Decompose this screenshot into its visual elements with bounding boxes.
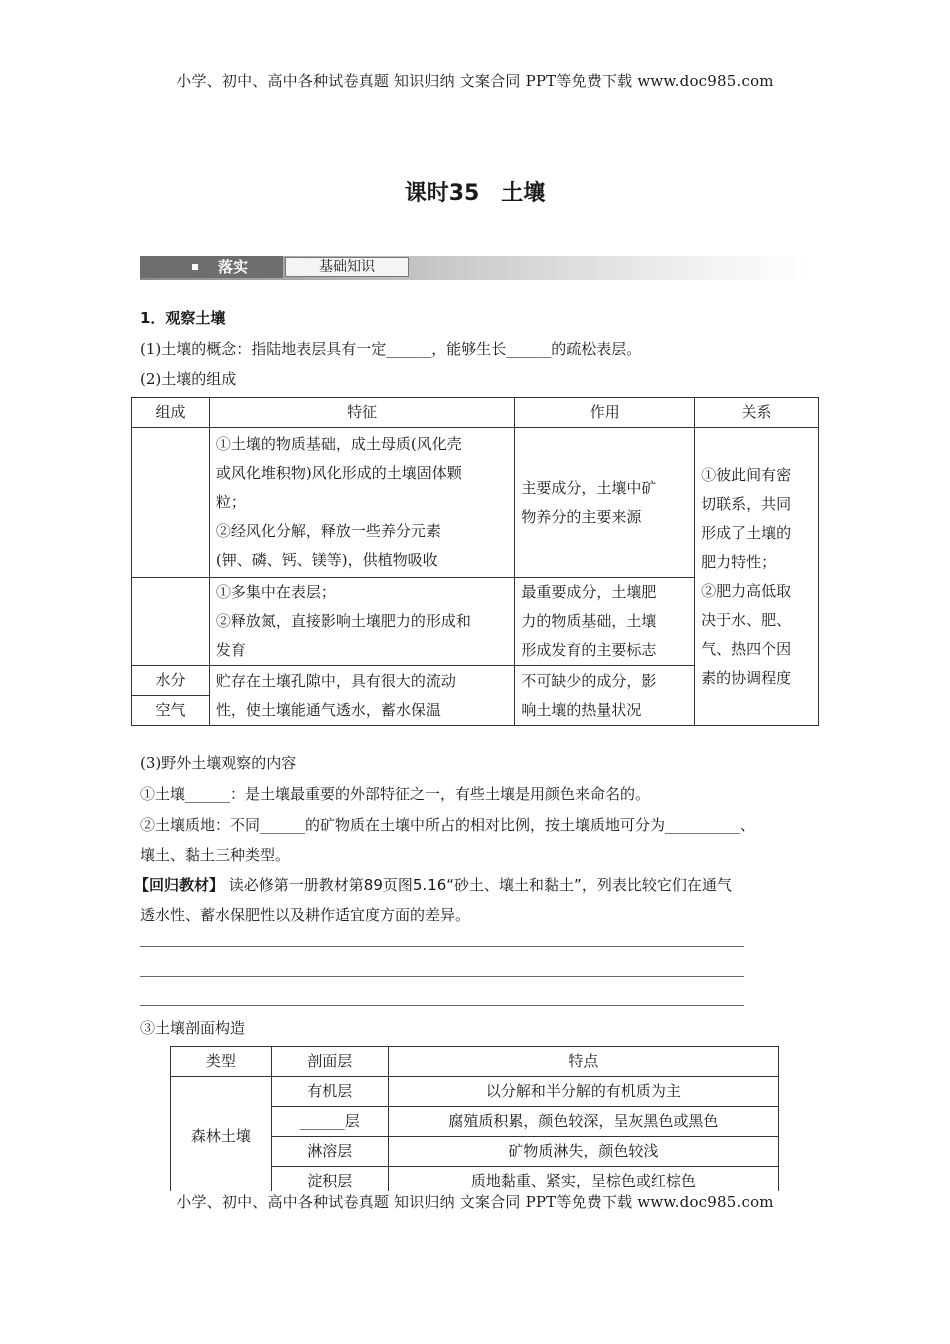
text-line: 物养分的主要来源 (521, 507, 642, 526)
component-name: 水分 (132, 666, 210, 696)
header-cell: 特征 (209, 398, 515, 428)
text-line: 主要成分，土壤中矿 (521, 478, 657, 497)
answer-line (140, 976, 744, 977)
page-title: 课时35 土壤 (404, 181, 546, 206)
composition-table (131, 397, 819, 726)
role-cell (515, 666, 695, 726)
header-cell: 特点 (388, 1047, 778, 1077)
section-banner (140, 256, 810, 280)
text-line: 形成发育的主要标志 (521, 641, 657, 659)
text-line: ①土壤的物质基础，成土母质(风化壳 (215, 435, 462, 453)
text-line: (钾、磷、钙、镁等)，供植物吸收 (215, 551, 438, 569)
return-textbook-text: 透水性、蓄水保肥性以及耕作适宜度方面的差异。 (140, 906, 471, 924)
page-footer: 小学、初中、高中各种试卷真题 知识归纳 文案合同 PPT等免费下载 www.doc985.com (0, 1191, 950, 1212)
text-line: 最重要成分，土壤肥 (521, 583, 657, 601)
text-line: 形成了土壤的 (701, 523, 792, 542)
composition-heading: (2)土壤的组成 (140, 370, 237, 388)
relation-cell (695, 428, 819, 726)
layer-cell: 有机层 (271, 1077, 388, 1107)
header-cell: 作用 (515, 398, 695, 428)
banner-dark-label: 落实 (218, 258, 249, 276)
answer-line (140, 1005, 744, 1006)
text-line: 不可缺少的成分，影 (521, 671, 657, 690)
return-textbook-text: 读必修第一册教材第89页图5.16“砂土、壤土和黏土”，列表比较它们在通气 (228, 876, 732, 894)
component-name-blank (132, 428, 210, 578)
role-cell (515, 428, 695, 578)
text-line: 贮存在土壤孔隙中，具有很大的流动 (215, 671, 456, 690)
answer-line (140, 946, 744, 947)
header-cell: 组成 (132, 398, 210, 428)
feature-cell: 以分解和半分解的有机质为主 (388, 1077, 778, 1107)
text-line: 决于水、肥、 (701, 610, 792, 629)
text-line: ②释放氮，直接影响土壤肥力的形成和 (215, 612, 471, 630)
component-name: 空气 (132, 696, 210, 726)
banner-dark-tab (140, 256, 283, 278)
text-line: ②肥力高低取 (701, 581, 792, 600)
feature-cell (209, 666, 515, 726)
section-heading: 1．观察土壤 (140, 309, 226, 327)
layer-cell: 淀积层 (271, 1167, 388, 1197)
header-cell: 剖面层 (271, 1047, 388, 1077)
soil-texture-line: ②土壤质地：不同______的矿物质在土壤中所占的相对比例，按土壤质地可分为__________、 (140, 816, 756, 834)
feature-cell (209, 428, 515, 578)
header-cell: 类型 (171, 1047, 272, 1077)
feature-cell: 矿物质淋失，颜色较浅 (388, 1137, 778, 1167)
component-name-blank (132, 578, 210, 666)
soil-profile-table (170, 1046, 779, 1197)
field-observation-heading: (3)野外土壤观察的内容 (140, 754, 297, 772)
return-textbook-line (134, 874, 732, 895)
concept-line: (1)土壤的概念：指陆地表层具有一定______，能够生长______的疏松表层。 (140, 340, 642, 358)
text-line: 发育 (215, 641, 246, 659)
page-header: 小学、初中、高中各种试卷真题 知识归纳 文案合同 PPT等免费下载 www.doc985.com (176, 72, 774, 90)
square-bullet-icon (192, 264, 198, 270)
text-line: 气、热四个因 (701, 639, 792, 658)
feature-cell (209, 578, 515, 666)
banner-light-label: 基础知识 (285, 257, 409, 277)
text-line: 力的物质基础，土壤 (521, 612, 657, 630)
layer-cell: 淋溶层 (271, 1137, 388, 1167)
header-cell: 关系 (695, 398, 819, 428)
return-textbook-tag: 【回归教材】 (134, 876, 225, 894)
text-line: ①彼此间有密 (701, 465, 792, 484)
text-line: 切联系，共同 (701, 494, 792, 513)
text-line: 粒； (215, 493, 246, 511)
soil-texture-line: 壤土、黏土三种类型。 (140, 846, 291, 864)
feature-cell: 质地黏重、紧实，呈棕色或红棕色 (388, 1167, 778, 1197)
text-line: ②经风化分解，释放一些养分元素 (215, 522, 441, 540)
layer-cell: ______层 (271, 1107, 388, 1137)
text-line: 肥力特性； (701, 552, 777, 571)
text-line: 或风化堆积物)风化形成的土壤固体颗 (215, 464, 462, 482)
text-line: 性，使土壤能通气透水，蓄水保温 (215, 700, 441, 719)
text-line: ①多集中在表层； (215, 583, 336, 601)
feature-cell: 腐殖质积累，颜色较深，呈灰黑色或黑色 (388, 1107, 778, 1137)
profile-heading: ③土壤剖面构造 (140, 1019, 246, 1037)
soil-color-line: ①土壤______：是土壤最重要的外部特征之一，有些土壤是用颜色来命名的。 (140, 785, 651, 803)
text-line: 素的协调程度 (701, 668, 792, 687)
role-cell (515, 578, 695, 666)
soil-type-cell: 森林土壤 (171, 1077, 272, 1197)
text-line: 响土壤的热量状况 (521, 700, 642, 719)
